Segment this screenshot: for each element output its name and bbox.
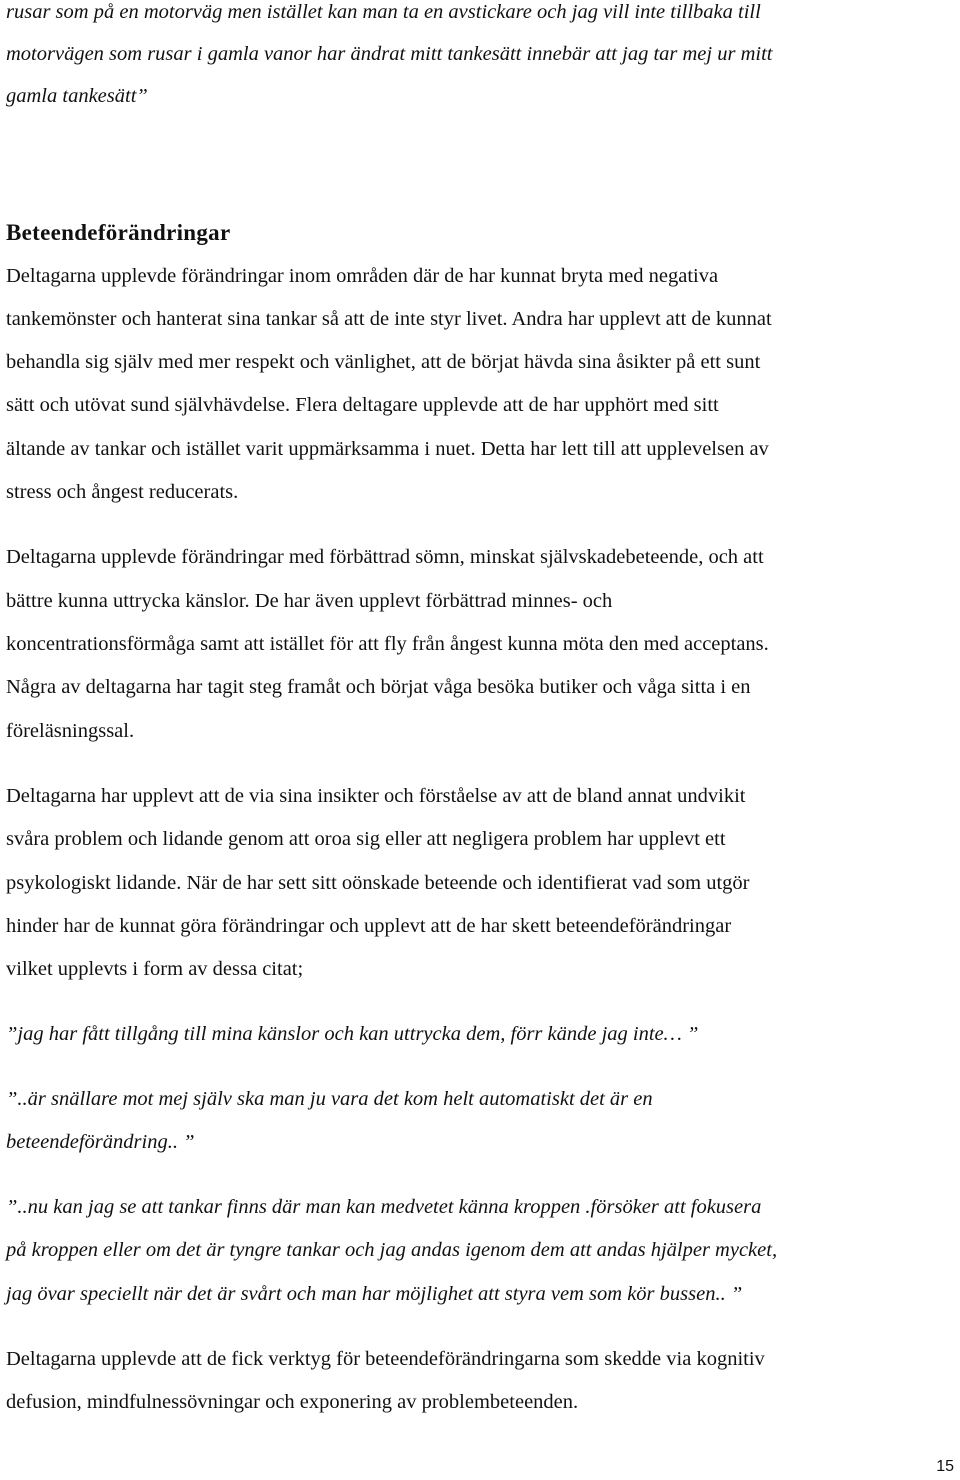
quote-line: beteendeförändring.. ” <box>6 1131 195 1153</box>
paragraph-line: Deltagarna upplevde förändringar inom områden där de har kunnat bryta med negativa <box>6 265 719 287</box>
paragraph-line: föreläsningssal. <box>6 720 135 742</box>
paragraph-line: Några av deltagarna har tagit steg framåt och börjat våga besöka butiker och våga sitta i en <box>6 676 751 698</box>
paragraph-line: ältande av tankar och istället varit uppmärksamma i nuet. Detta har lett till att upplevelsen av <box>6 438 769 460</box>
intro-quote-line: motorvägen som rusar i gamla vanor har ändrat mitt tankesätt innebär att jag tar mej ur mitt <box>6 43 773 65</box>
paragraph-line: svåra problem och lidande genom att oroa sig eller att negligera problem har upplevt ett <box>6 828 726 850</box>
paragraph-line: sätt och utövat sund självhävdelse. Flera deltagare upplevde att de har upphört med sitt <box>6 394 719 416</box>
paragraph-line: Deltagarna har upplevt att de via sina insikter och förståelse av att de bland annat undvikit <box>6 785 746 807</box>
paragraph-line: defusion, mindfulnessövningar och exponering av problembeteenden. <box>6 1391 579 1413</box>
paragraph-line: Deltagarna upplevde förändringar med förbättrad sömn, minskat självskadebeteende, och att <box>6 546 764 568</box>
paragraph-line: psykologiskt lidande. När de har sett sitt oönskade beteende och identifierat vad som utgör <box>6 872 750 894</box>
quote-line: ”..nu kan jag se att tankar finns där man kan medvetet känna kroppen .försöker att fokusera <box>6 1196 762 1218</box>
quote-line: ”..är snällare mot mej själv ska man ju vara det kom helt automatiskt det är en <box>6 1088 653 1110</box>
paragraph-line: koncentrationsförmåga samt att istället för att fly från ångest kunna möta den med acceptans. <box>6 633 769 655</box>
paragraph-line: behandla sig själv med mer respekt och vänlighet, att de börjat hävda sina åsikter på ett sunt <box>6 351 761 373</box>
intro-quote-line: gamla tankesätt” <box>6 85 148 107</box>
paragraph-line: hinder har de kunnat göra förändringar och upplevt att de har skett beteendeförändringar <box>6 915 732 937</box>
quote-line: jag övar speciellt när det är svårt och man har möjlighet att styra vem som kör bussen.. ” <box>6 1283 743 1305</box>
quote-line: på kroppen eller om det är tyngre tankar och jag andas igenom dem att andas hjälper mycket, <box>6 1239 778 1261</box>
section-heading: Beteendeförändringar <box>6 220 231 245</box>
intro-quote-line: rusar som på en motorväg men istället kan man ta en avstickare och jag vill inte tillbaka till <box>6 1 761 23</box>
paragraph-line: stress och ångest reducerats. <box>6 481 239 503</box>
paragraph-line: tankemönster och hanterat sina tankar så att de inte styr livet. Andra har upplevt att de kunnat <box>6 308 772 330</box>
quote-line: ”jag har fått tillgång till mina känslor och kan uttrycka dem, förr kände jag inte… ” <box>6 1023 699 1045</box>
paragraph-line: Deltagarna upplevde att de fick verktyg för beteendeförändringarna som skedde via kognitiv <box>6 1348 765 1370</box>
page-number: 15 <box>936 1458 954 1475</box>
paragraph-line: bättre kunna uttrycka känslor. De har även upplevt förbättrad minnes- och <box>6 590 613 612</box>
paragraph-line: vilket upplevts i form av dessa citat; <box>6 958 304 980</box>
